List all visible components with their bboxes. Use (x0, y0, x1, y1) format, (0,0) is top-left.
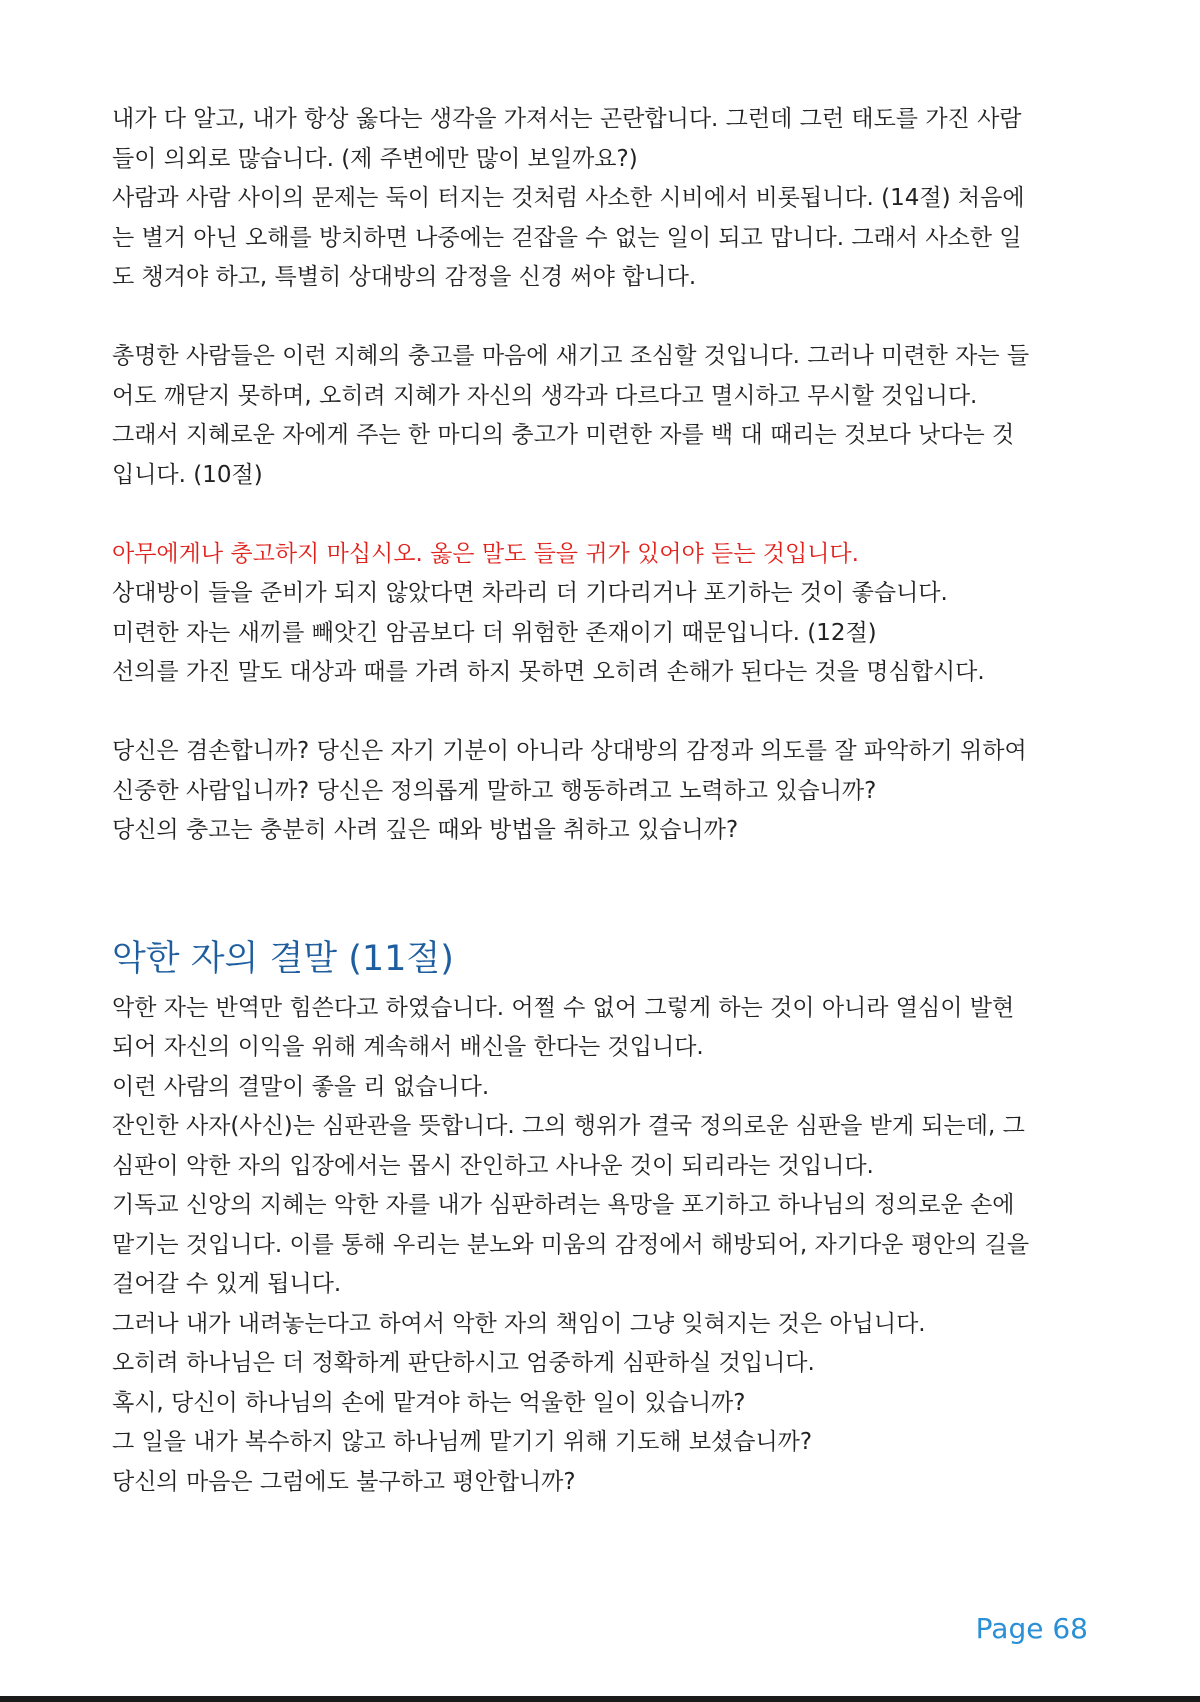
paragraph-1 (112, 100, 1092, 298)
text-line: 당신의 마음은 그럼에도 불구하고 평안합니까? (112, 1468, 576, 1495)
paragraph-3 (112, 535, 1092, 693)
text-line: 악한 자는 반역만 힘쓴다고 하였습니다. 어쩔 수 없어 그렇게 하는 것이 아니라 열심이 발현 (112, 994, 1015, 1021)
text-line: 상대방이 들을 준비가 되지 않았다면 차라리 더 기다리거나 포기하는 것이 좋습니다. (112, 580, 948, 606)
text-line: 걸어갈 수 있게 됩니다. (112, 1271, 342, 1297)
paragraph-4 (112, 732, 1092, 851)
warning-callout (112, 535, 1092, 575)
paragraph-2 (112, 337, 1092, 495)
paragraph-spacer (112, 298, 1092, 338)
section-heading: 악한 자의 결말 (11절) (112, 938, 454, 979)
text-line: 맡기는 것입니다. 이를 통해 우리는 분노와 미움의 감정에서 해방되어, 자기다운 평안의 길을 (112, 1231, 1030, 1258)
text-line: 들이 의외로 많습니다. (제 주변에만 많이 보일까요?) (112, 145, 638, 172)
section-body (112, 989, 1092, 1503)
text-line: 당신의 충고는 충분히 사려 깊은 때와 방법을 취하고 있습니까? (112, 817, 739, 843)
text-line: 그러나 내가 내려놓는다고 하여서 악한 자의 책임이 그냥 잊혀지는 것은 아닙니다. (112, 1310, 926, 1337)
page-number: Page 68 (975, 1612, 1088, 1645)
text-line: 이런 사람의 결말이 좋을 리 없습니다. (112, 1073, 490, 1100)
text-line: 사람과 사람 사이의 문제는 둑이 터지는 것처럼 사소한 시비에서 비롯됩니다. (14절) 처음에 (112, 185, 1025, 211)
text-line: 되어 자신의 이익을 위해 계속해서 배신을 한다는 것입니다. (112, 1034, 704, 1060)
text-line: 입니다. (10절) (112, 461, 263, 488)
paragraph-spacer (112, 495, 1092, 535)
document-body (112, 100, 1092, 1502)
text-line: 는 별거 아닌 오해를 방치하면 나중에는 걷잡을 수 없는 일이 되고 맙니다. 그래서 사소한 일 (112, 224, 1022, 251)
bottom-divider (0, 1696, 1200, 1702)
text-line: 오히려 하나님은 더 정확하게 판단하시고 엄중하게 심판하실 것입니다. (112, 1350, 815, 1376)
text-line: 내가 다 알고, 내가 항상 옳다는 생각을 가져서는 곤란합니다. 그런데 그런 태도를 가진 사람 (112, 106, 1022, 132)
text-line: 도 챙겨야 하고, 특별히 상대방의 감정을 신경 써야 합니다. (112, 264, 697, 290)
warning-text: 아무에게나 충고하지 마십시오. 옳은 말도 들을 귀가 있어야 듣는 것입니다. (112, 540, 859, 567)
text-line: 어도 깨닫지 못하며, 오히려 지혜가 자신의 생각과 다르다고 멸시하고 무시할 것입니다. (112, 382, 978, 409)
text-line: 선의를 가진 말도 대상과 때를 가려 하지 못하면 오히려 손해가 된다는 것을 명심합시다. (112, 659, 985, 685)
text-line: 당신은 겸손합니까? 당신은 자기 기분이 아니라 상대방의 감정과 의도를 잘 파악하기 위하여 (112, 738, 1027, 764)
text-line: 심판이 악한 자의 입장에서는 몹시 잔인하고 사나운 것이 되리라는 것입니다. (112, 1152, 874, 1179)
text-line: 기독교 신앙의 지혜는 악한 자를 내가 심판하려는 욕망을 포기하고 하나님의 정의로운 손에 (112, 1192, 1015, 1218)
paragraph-spacer (112, 693, 1092, 733)
text-line: 그래서 지혜로운 자에게 주는 한 마디의 충고가 미련한 자를 백 대 때리는 것보다 낫다는 것 (112, 422, 1015, 448)
text-line: 미련한 자는 새끼를 빼앗긴 암곰보다 더 위험한 존재이기 때문입니다. (12절) (112, 619, 877, 646)
text-line: 신중한 사람입니까? 당신은 정의롭게 말하고 행동하려고 노력하고 있습니까? (112, 777, 877, 804)
text-line: 잔인한 사자(사신)는 심판관을 뜻합니다. 그의 행위가 결국 정의로운 심판을 받게 되는데, 그 (112, 1113, 1025, 1139)
text-line: 혹시, 당신이 하나님의 손에 맡겨야 하는 억울한 일이 있습니까? (112, 1389, 746, 1416)
text-line: 총명한 사람들은 이런 지혜의 충고를 마음에 새기고 조심할 것입니다. 그러나 미련한 자는 들 (112, 343, 1030, 369)
text-line: 그 일을 내가 복수하지 않고 하나님께 맡기기 위해 기도해 보셨습니까? (112, 1429, 813, 1455)
